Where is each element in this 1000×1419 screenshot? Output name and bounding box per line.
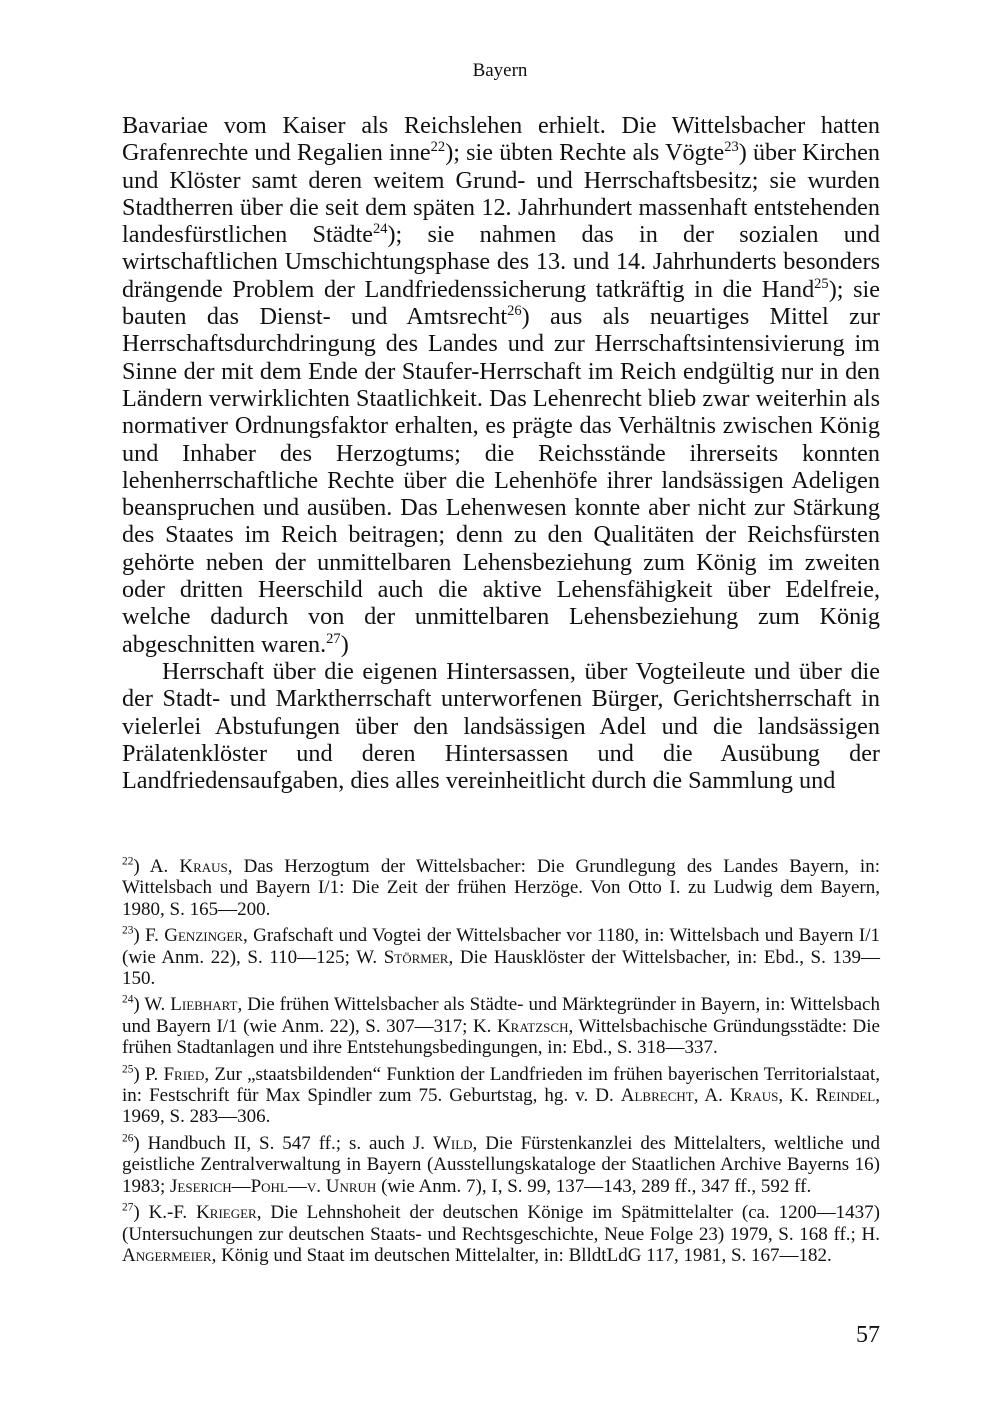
running-header: Bayern <box>472 60 528 81</box>
author-name: Angermeier <box>122 1244 212 1266</box>
footnote-text: , A. <box>693 1085 730 1107</box>
footnote-number: 26 <box>122 1132 134 1145</box>
footnote-ref: 25 <box>814 275 829 292</box>
footnote <box>122 1064 880 1128</box>
text-run: ); sie nahmen das in der sozialen und wirtschaftlichen Umschichtungsphase des 13. und 14. Jahrhunderts besonders drängende Problem der Landfriedenssicherung tatkräftig in die Hand <box>122 221 880 303</box>
author-name: Genzinger <box>164 925 243 947</box>
page-number: 57 <box>856 1322 880 1348</box>
footnote <box>122 994 880 1058</box>
author-name: Fried <box>163 1063 205 1085</box>
author-name: Kraus <box>729 1085 779 1107</box>
footnote-text: , Grafschaft und Vogtei der Wittelsbacher vor 1180, in: Wittelsbach und Bayern I/1 (wie Anm. 22), S. 110—125; W. <box>122 925 880 968</box>
footnote-number: 22 <box>122 855 134 868</box>
footnote-text: ) W. <box>133 994 171 1016</box>
footnote-text: , Wittelsbachische Gründungsstädte: Die frühen Stadtanlagen und ihre Entstehungsbedingungen, in: Ebd., S. 318—337. <box>122 1015 880 1059</box>
text-run: ); sie bauten das Dienst- und Amtsrecht <box>122 275 880 331</box>
author-name: Krieger <box>196 1202 257 1224</box>
author-name: Albrecht <box>620 1085 694 1107</box>
author-name: Liebhart <box>170 994 238 1016</box>
footnote-text: ) A. <box>133 856 180 877</box>
paragraph-2: Herrschaft über die eigenen Hintersassen, über Vogteileute und über die der Stadt- und Marktherrschaft unterworfenen Bürger, Gerichtsherrschaft in vielerlei Abstufungen über den landsässigen Adel und die landsässigen Prälatenklöster und deren Hintersassen und die Ausübung der Landfriedensaufgaben, dies alles vereinheitlicht durch die Sammlung und <box>122 657 880 795</box>
footnote-text: , Die frühen Wittelsbacher als Städte- und Märktegründer in Bayern, in: Wittelsbach und Bayern I/1 (wie Anm. 22), S. 307—317; K. <box>122 994 880 1037</box>
footnote-text: , Die Hausklöster der Wittelsbacher, in: Ebd., S. 139—150. <box>122 946 880 990</box>
footnote-ref: 26 <box>507 303 522 320</box>
author-name: Jeserich—Pohl—v. Unruh <box>170 1175 377 1197</box>
footnote-ref: 23 <box>724 139 739 156</box>
text-run: Bavariae vom Kaiser als Reichslehen erhielt. Die Wittelsbacher hatten Grafenrechte und Regalien inne <box>122 112 880 167</box>
footnote-number: 23 <box>122 924 134 937</box>
footnote-text: , 1969, S. 283—306. <box>122 1085 880 1128</box>
footnote-ref: 22 <box>430 139 446 156</box>
footnote-text: , Das Herzogtum der Wittelsbacher: Die Grundlegung des Landes Bayern, in: Wittelsbach und Bayern I/1: Die Zeit der frühen Herzöge. Von Otto I. zu Ludwig dem Bayern, 1980, S. 165—200. <box>122 856 880 920</box>
footnote-number: 27 <box>122 1201 134 1214</box>
footnote <box>122 856 880 920</box>
footnote-text: ) P. <box>133 1063 164 1085</box>
footnote-text: , Zur „staatsbildenden“ Funktion der Landfrieden im frühen bayerischen Territorialstaat, in: Festschrift für Max Spindler zum 75. Geburtstag, hg. v. D. <box>122 1063 880 1107</box>
footnote <box>122 925 880 989</box>
footnote-ref: 27 <box>326 630 341 647</box>
text-run: ) über Kirchen und Klöster samt deren weitem Grund- und Herrschaftsbesitz; sie wurden Stadtherren über die seit dem späten 12. Jahrhundert massenhaft entstehenden landesfürstlichen Städte <box>122 139 881 249</box>
paragraph-1 <box>122 112 880 658</box>
author-name: Wild <box>432 1132 473 1154</box>
footnote-text: , K. <box>778 1085 816 1107</box>
footnote-text: (wie Anm. 7), I, S. 99, 137—143, 289 ff., 347 ff., 592 ff. <box>376 1175 812 1197</box>
footnote <box>122 1202 880 1266</box>
footnotes <box>122 856 880 1271</box>
footnote-text: , Die Fürstenkanzlei des Mittelalters, weltliche und geistliche Zentralverwaltung in Bayern (Ausstellungskataloge der Staatlichen Archive Bayerns 16) 1983; <box>122 1132 880 1197</box>
footnote-number: 24 <box>122 994 134 1007</box>
footnote-text: ) K.-F. <box>133 1202 197 1224</box>
footnote-ref: 24 <box>372 221 388 238</box>
footnote-text: ) F. <box>133 925 165 947</box>
text-run: ); sie übten Rechte als Vögte <box>445 139 725 167</box>
footnote-number: 25 <box>122 1063 134 1076</box>
footnote-text: ) Handbuch II, S. 547 ff.; s. auch J. <box>133 1132 433 1154</box>
author-name: Reindel <box>815 1085 876 1107</box>
main-text <box>122 112 880 794</box>
footnote-text: , Die Lehnshoheit der deutschen Könige im Spätmittelalter (ca. 1200—1437) (Untersuchungen zur deutschen Staats- und Rechtsgeschichte, Neue Folge 23) 1979, S. 168 ff.; H. <box>122 1202 881 1245</box>
author-name: Kraus <box>179 856 228 877</box>
text-run: ) <box>340 630 349 658</box>
author-name: Störmer <box>383 946 449 968</box>
footnote <box>122 1133 880 1197</box>
author-name: Kratzsch <box>496 1015 569 1037</box>
footnote-text: , König und Staat im deutschen Mittelalter, in: BlldtLdG 117, 1981, S. 167—182. <box>211 1244 832 1266</box>
text-run: ) aus als neuartiges Mittel zur Herrschaftsdurchdringung des Landes und zur Herrschaftsintensivierung im Sinne der mit dem Ende der Staufer-Herrschaft im Reich endgültig nur in den Ländern verwirklichten Staatlichkeit. Das Lehenrecht blieb zwar weiterhin als normativer Ordnungsfaktor erhalten, es prägte das Verhältnis zwischen König und Inhaber des Herzogtums; die Reichsstände ihrerseits konnten lehenherrschaftliche Rechte über die Lehenhöfe ihrer landsässigen Adeligen beanspruchen und ausüben. Das Lehenwesen konnte aber nicht zur Stärkung des Staates im Reich beitragen; denn zu den Qualitäten der Reichsfürsten gehörte neben der unmittelbaren Lehensbeziehung zum König im zweiten oder dritten Heerschild auch die aktive Lehensfähigkeit über Edelfreie, welche dadurch von der unmittelbaren Lehensbeziehung zum König abgeschnitten waren. <box>122 303 880 658</box>
